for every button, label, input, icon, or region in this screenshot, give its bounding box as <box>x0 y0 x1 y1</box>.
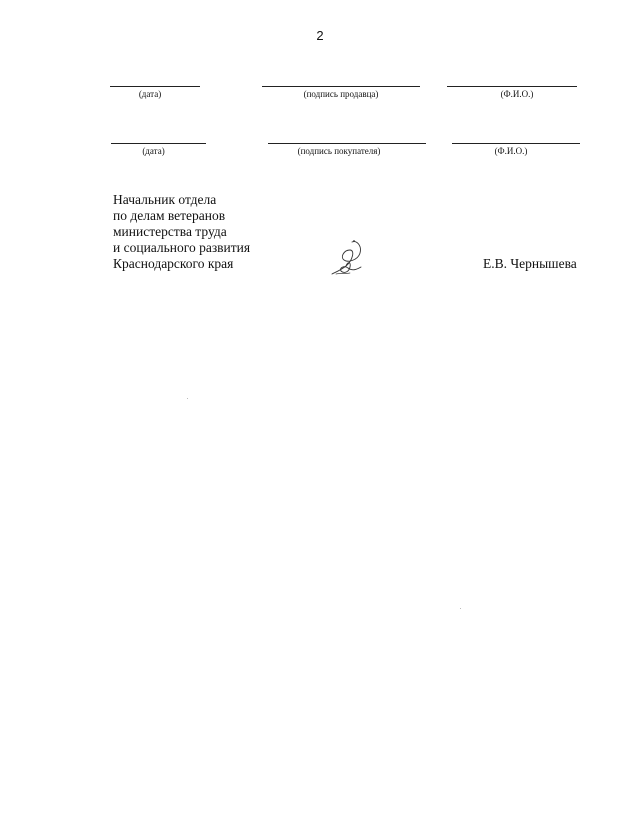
official-position-line: по делам ветеранов <box>113 208 226 223</box>
buyer-date-line <box>111 143 206 144</box>
seller-signature-caption: (подпись продавца) <box>303 89 379 99</box>
official-position-line: Краснодарского края <box>113 256 234 271</box>
seller-date-line <box>110 86 200 87</box>
handwritten-signature <box>326 238 368 280</box>
buyer-signature-line <box>268 143 426 144</box>
scan-speck <box>460 608 461 609</box>
buyer-signature-caption: (подпись покупателя) <box>297 146 381 156</box>
official-name: Е.В. Чернышева <box>483 256 577 271</box>
buyer-name-line <box>452 143 580 144</box>
official-position-line: министерства труда <box>113 224 227 239</box>
seller-date-caption: (дата) <box>138 89 162 99</box>
buyer-name-caption: (Ф.И.О.) <box>494 146 528 156</box>
seller-name-caption: (Ф.И.О.) <box>500 89 534 99</box>
official-position-line: и социального развития <box>113 240 251 255</box>
seller-name-line <box>447 86 577 87</box>
scan-speck <box>187 398 188 399</box>
official-position-line: Начальник отдела <box>113 192 217 207</box>
page-number: 2 <box>316 28 324 43</box>
buyer-date-caption: (дата) <box>142 146 165 156</box>
official-position <box>113 192 250 272</box>
seller-signature-line <box>262 86 420 87</box>
